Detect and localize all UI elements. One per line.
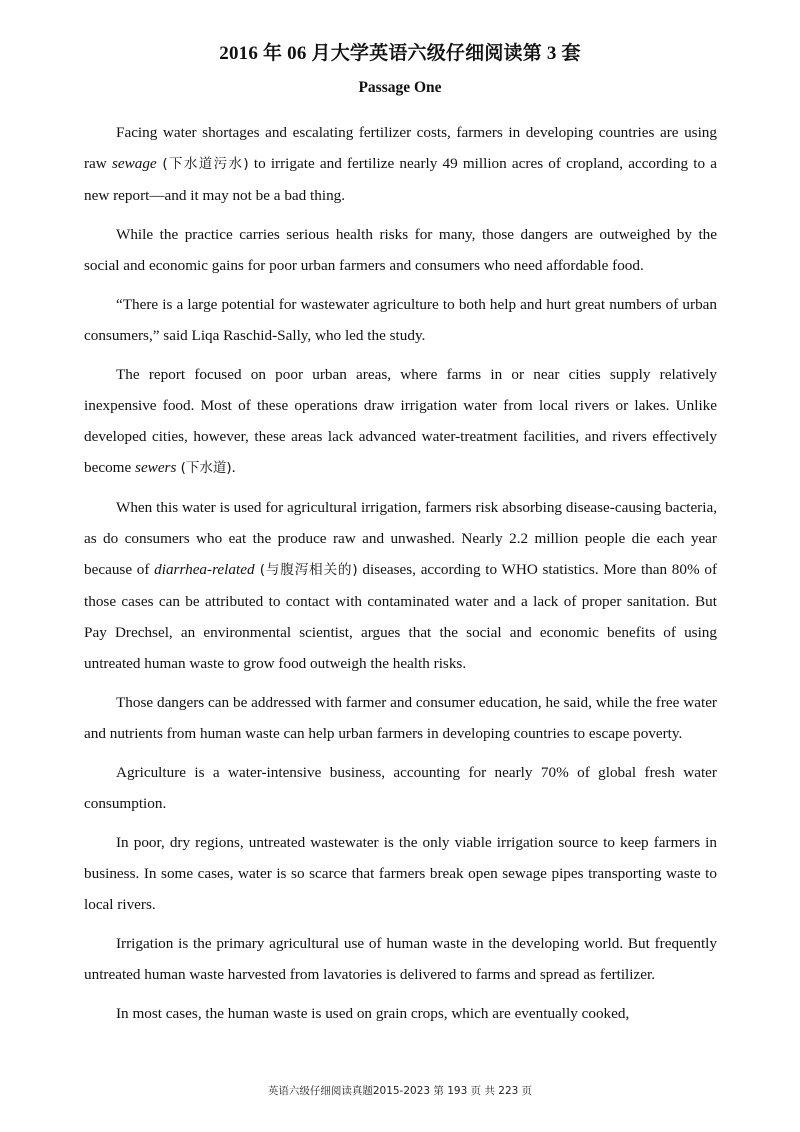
paragraph-3: “There is a large potential for wastewater agriculture to both help and hurt great numbers of urban consumers,” said Liqa Raschid-Sally, who led the study. <box>84 296 717 344</box>
page-title: 2016 年 06 月大学英语六级仔细阅读第 3 套 <box>219 43 581 64</box>
paragraph-5 <box>84 492 717 679</box>
chinese-gloss-sewers: (下水道) <box>176 460 232 476</box>
paragraph-1-text-b: to irrigate and fertilize nearly 49 million acres of cropland, according to a new report—and it may not be a bad thing. <box>84 155 717 204</box>
vocab-term-sewers: sewers <box>135 459 177 476</box>
paragraph-9: Irrigation is the primary agricultural use of human waste in the developing world. But frequently untreated human waste harvested from lavatories is delivered to farms and spread as fertilizer. <box>84 935 717 983</box>
paragraph-6: Those dangers can be addressed with farmer and consumer education, he said, while the free water and nutrients from human waste can help urban farmers in developing countries to escape poverty. <box>84 694 717 742</box>
vocab-term-diarrhea-related: diarrhea-related <box>154 561 255 578</box>
paragraph-5-text-a: When this water is used for agricultural irrigation, farmers risk absorbing disease-causing bacteria, as do consumers who eat the produce raw and unwashed. Nearly 2.2 million people die each year because of <box>84 499 717 578</box>
paragraph-10: In most cases, the human waste is used on grain crops, which are eventually cooked, <box>116 1005 630 1022</box>
paragraph-1 <box>84 117 717 211</box>
chinese-gloss-sewage: (下水道污水) <box>156 156 249 172</box>
paragraph-1-text-a: Facing water shortages and escalating fertilizer costs, farmers in developing countries are using raw <box>84 124 717 172</box>
paragraph-4-text-b: . <box>231 459 236 476</box>
paragraph-4-text-a: The report focused on poor urban areas, where farms in or near cities supply relatively inexpensive food. Most of these operations draw irrigation water from local rivers or lakes. Unlike developed cities, however, these areas lack advanced water-treatment facilities, and rivers effectively become <box>84 366 717 476</box>
passage-body <box>84 117 717 1029</box>
chinese-gloss-diarrhea-related: (与腹泻相关的) <box>254 562 358 578</box>
passage-heading: Passage One <box>358 79 442 96</box>
paragraph-8: In poor, dry regions, untreated wastewater is the only viable irrigation source to keep farmers in business. In some cases, water is so scarce that farmers break open sewage pipes transporting waste to local rivers. <box>84 834 717 913</box>
paragraph-4 <box>84 359 717 484</box>
paragraph-5-text-b: diseases, according to WHO statistics. More than 80% of those cases can be attributed to contact with contaminated water and a lack of proper sanitation. But Pay Drechsel, an environmental scientist, argues that the social and economic benefits of using untreated human waste to grow food outweigh the health risks. <box>84 561 718 672</box>
vocab-term-sewage: sewage <box>111 155 157 172</box>
paragraph-7: Agriculture is a water-intensive business, accounting for nearly 70% of global fresh water consumption. <box>84 764 717 812</box>
paragraph-2: While the practice carries serious health risks for many, those dangers are outweighed by the social and economic gains for poor urban farmers and consumers who need affordable food. <box>84 226 717 274</box>
page-footer: 英语六级仔细阅读真题2015-2023 第 193 页 共 223 页 <box>267 1085 533 1097</box>
